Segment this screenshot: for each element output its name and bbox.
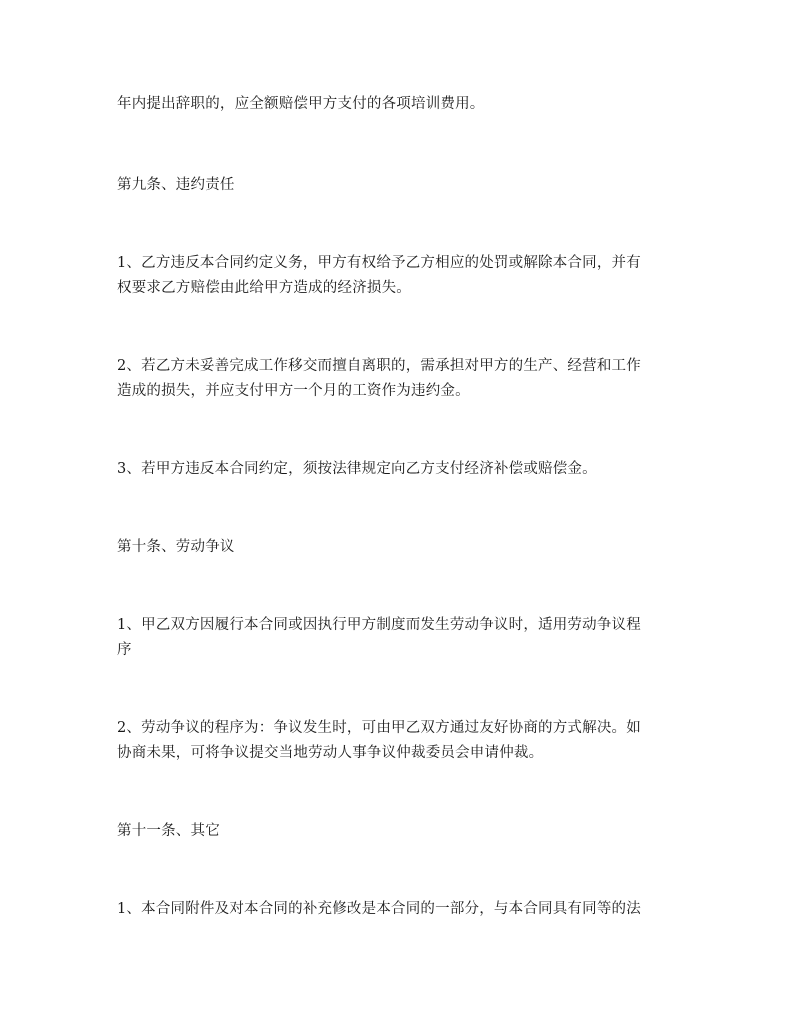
heading-article-11: 第十一条、其它	[117, 823, 220, 839]
paragraph-line-training-cost: 年内提出辞职的，应全额赔偿甲方支付的各项培训费用。	[117, 96, 485, 112]
heading-article-10: 第十条、劳动争议	[117, 539, 235, 555]
paragraph-line-10-1a: 1、甲乙双方因履行本合同或因执行甲方制度而发生劳动争议时，适用劳动争议程	[117, 617, 641, 633]
paragraph-line-9-1b: 权要求乙方赔偿由此给甲方造成的经济损失。	[117, 280, 411, 296]
paragraph-line-11-1a: 1、本合同附件及对本合同的补充修改是本合同的一部分，与本合同具有同等的法	[117, 901, 641, 917]
paragraph-line-9-2a: 2、若乙方未妥善完成工作移交而擅自离职的，需承担对甲方的生产、经营和工作	[117, 358, 641, 374]
paragraph-line-9-2b: 造成的损失，并应支付甲方一个月的工资作为违约金。	[117, 383, 470, 399]
paragraph-line-10-2a: 2、劳动争议的程序为：争议发生时，可由甲乙双方通过友好协商的方式解决。如	[117, 720, 641, 736]
heading-article-9: 第九条、违约责任	[117, 177, 235, 193]
paragraph-line-10-2b: 协商未果，可将争议提交当地劳动人事争议仲裁委员会申请仲裁。	[117, 745, 544, 761]
paragraph-line-9-3: 3、若甲方违反本合同约定，须按法律规定向乙方支付经济补偿或赔偿金。	[117, 461, 597, 477]
paragraph-line-10-1b: 序	[117, 642, 132, 658]
paragraph-line-9-1a: 1、乙方违反本合同约定义务，甲方有权给予乙方相应的处罚或解除本合同，并有	[117, 255, 641, 271]
